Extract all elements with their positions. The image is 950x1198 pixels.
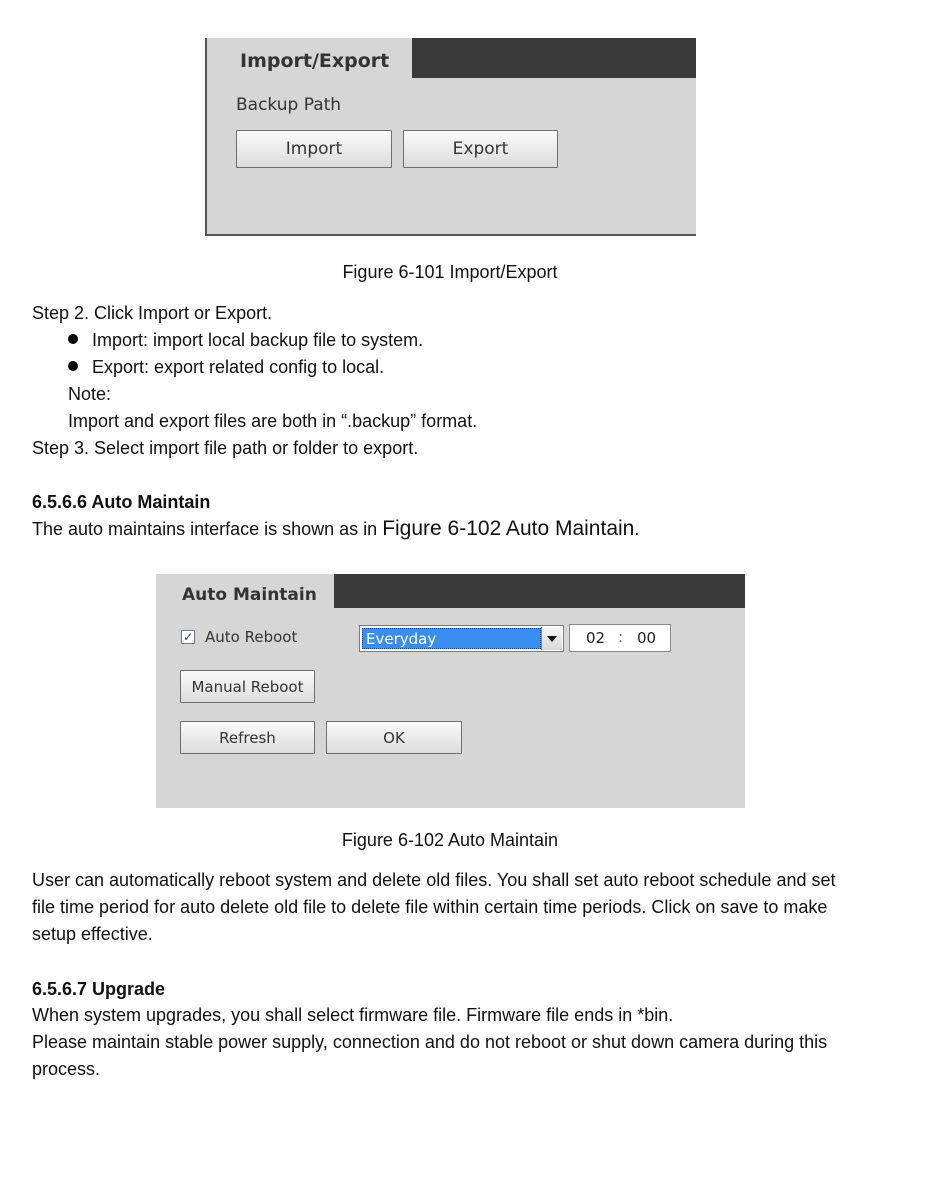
refresh-button[interactable]: Refresh [180,721,315,754]
import-export-header-bar [412,38,696,78]
bullet-export [68,356,384,378]
auto-reboot-checkbox[interactable] [181,630,195,644]
schedule-selected-value: Everyday [362,628,541,649]
figure-6-102-caption: Figure 6-102 Auto Maintain [341,830,559,850]
bullet-export-text: Export: export related config to local. [92,357,385,377]
import-export-tab-title: Import/Export [207,38,412,78]
step-3: Step 3. Select import file path or folder to export. [32,438,419,458]
auto-maintain-intro [32,518,639,540]
bullet-dot [68,361,78,371]
auto-reboot-label: Auto Reboot [205,628,298,646]
section-heading-upgrade: 6.5.6.7 Upgrade [32,979,166,999]
schedule-select[interactable] [359,625,564,652]
auto-maintain-tab-title: Auto Maintain [156,574,334,608]
time-minute[interactable]: 00 [637,629,657,647]
ok-button[interactable]: OK [326,721,462,754]
step-2: Step 2. Click Import or Export. [32,303,273,323]
chevron-down-icon[interactable] [541,627,562,650]
intro-figure-ref: Figure 6-102 Auto Maintain [382,517,635,540]
intro-prefix: The auto maintains interface is shown as in [32,519,383,539]
note-label: Note: [68,384,112,404]
import-button[interactable]: Import [236,130,392,168]
upgrade-line-1: When system upgrades, you shall select firmware file. Firmware file ends in *bin. [32,1005,674,1025]
auto-maintain-description: User can automatically reboot system and delete old files. You shall set auto reboot schedule and set file time period for auto delete old file to delete file within certain time periods. Click on save to make setup effective. [32,870,836,944]
time-hour[interactable]: 02 [586,629,606,647]
intro-suffix: . [634,519,640,539]
note-text: Import and export files are both in “.backup” format. [68,411,478,431]
backup-path-label: Backup Path [236,95,342,115]
auto-maintain-header-bar [334,574,745,608]
reboot-time-input[interactable] [569,624,671,652]
time-separator: : [618,628,624,646]
check-icon: ✓ [182,630,194,644]
bullet-import [68,329,423,351]
section-heading-auto-maintain: 6.5.6.6 Auto Maintain [32,492,211,512]
manual-reboot-button[interactable]: Manual Reboot [180,670,315,703]
bullet-dot [68,334,78,344]
export-button[interactable]: Export [403,130,558,168]
figure-6-101-caption: Figure 6-101 Import/Export [342,262,558,282]
bullet-import-text: Import: import local backup file to system. [92,330,424,350]
upgrade-line-2: Please maintain stable power supply, connection and do not reboot or shut down camera during this process. [32,1032,828,1079]
